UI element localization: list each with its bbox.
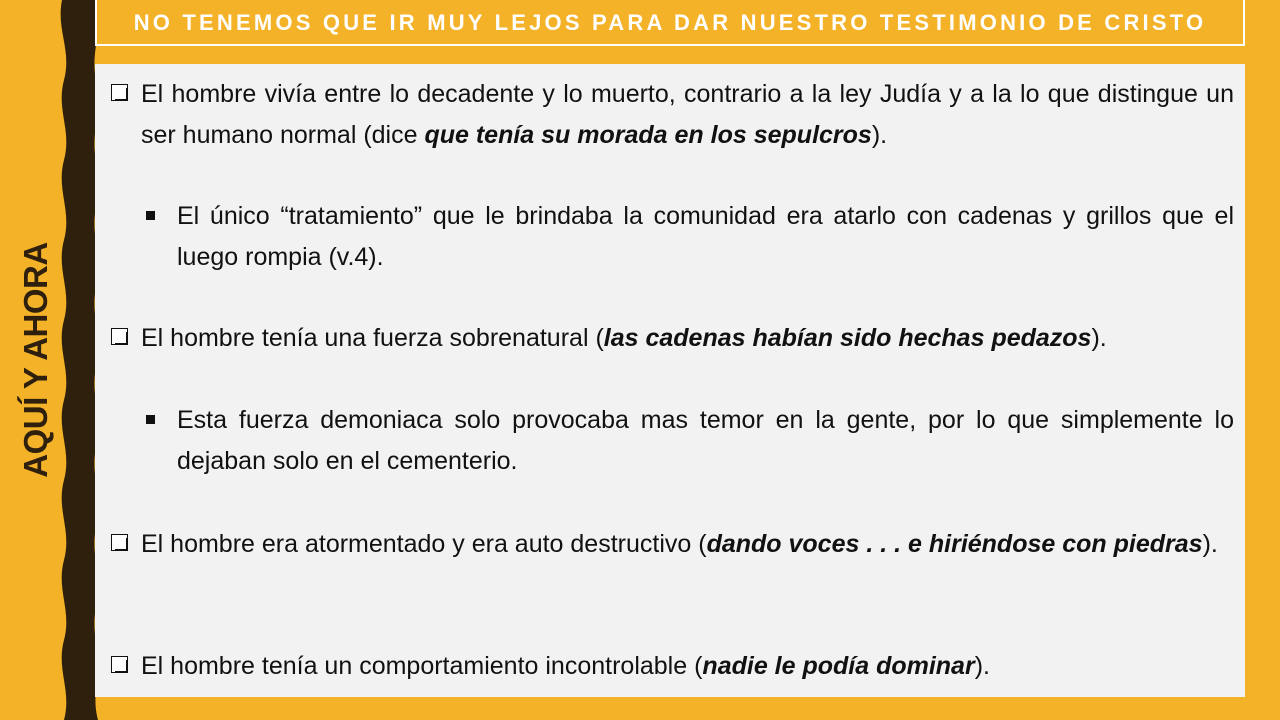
item-text: El hombre tenía un comportamiento incontrolable ( xyxy=(141,652,703,680)
item-text: El hombre vivía entre lo decadente y lo muerto, contrario a la ley Judía y a la lo que distingue un ser humano normal (dice xyxy=(141,80,1234,149)
list-item xyxy=(141,646,1234,687)
header-title: NO TENEMOS QUE IR MUY LEJOS PARA DAR NUESTRO TESTIMONIO DE CRISTO xyxy=(133,10,1207,35)
square-bullet-icon xyxy=(146,211,155,220)
checkbox-square-icon xyxy=(111,534,128,551)
item-text-end: ). xyxy=(1091,324,1107,352)
list-item xyxy=(177,196,1234,278)
checkbox-square-icon xyxy=(111,84,128,101)
item-text: El hombre era atormentado y era auto destructivo ( xyxy=(141,530,707,558)
header-frame xyxy=(95,0,1245,46)
item-text-end: ). xyxy=(974,652,990,680)
list-item xyxy=(177,400,1234,482)
item-text: El único “tratamiento” que le brindaba la comunidad era atarlo con cadenas y grillos que el luego rompia (v.4). xyxy=(177,202,1234,271)
checkbox-square-icon xyxy=(111,328,128,345)
item-text: Esta fuerza demoniaca solo provocaba mas temor en la gente, por lo que simplemente lo dejaban solo en el cementerio. xyxy=(177,406,1234,475)
wavy-band xyxy=(58,0,98,720)
checkbox-square-icon xyxy=(111,656,128,673)
item-emphasis: las cadenas habían sido hechas pedazos xyxy=(603,324,1092,352)
item-text: El hombre tenía una fuerza sobrenatural ( xyxy=(141,324,604,352)
item-text-end: ). xyxy=(1202,530,1218,558)
item-text-end: ). xyxy=(871,121,888,149)
list-item xyxy=(141,318,1234,359)
item-emphasis: dando voces . . . e hiriéndose con piedras xyxy=(706,530,1203,558)
list-item xyxy=(141,74,1234,156)
list-item xyxy=(141,524,1234,565)
square-bullet-icon xyxy=(146,415,155,424)
content-panel xyxy=(95,64,1245,697)
side-title: AQUÍ Y AHORA xyxy=(17,242,54,478)
item-emphasis: nadie le podía dominar xyxy=(702,652,975,680)
item-emphasis: que tenía su morada en los sepulcros xyxy=(424,121,872,149)
